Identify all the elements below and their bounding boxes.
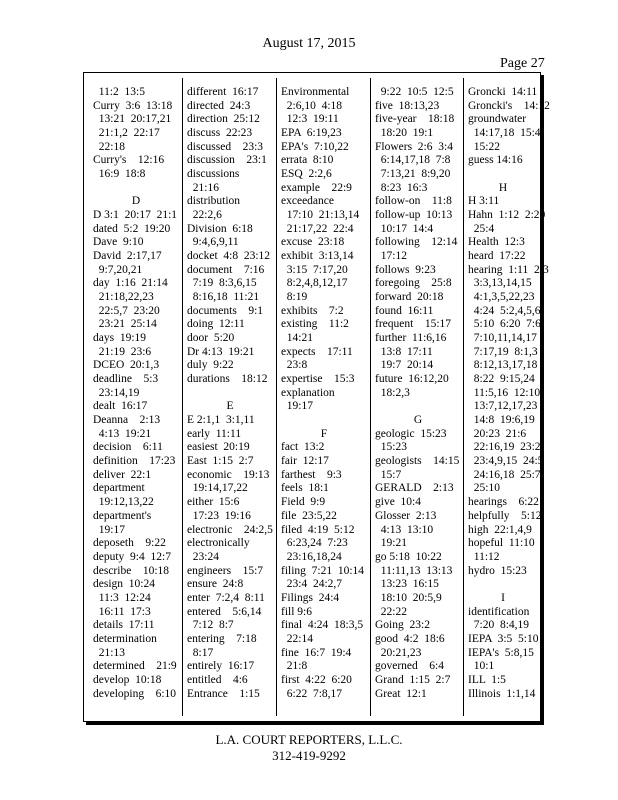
index-entry: hopeful 11:10 [468,537,535,550]
column-divider [276,78,277,716]
index-entry: 17:23 19:16 [187,509,251,522]
column-divider [370,78,371,716]
index-entry: 7:12 8:7 [187,619,234,632]
index-entry: explanation [281,386,335,399]
index-entry: give 10:4 [375,496,421,509]
index-entry: 21:8 [281,660,308,673]
index-entry: either 15:6 [187,496,240,509]
index-entry: 9:7,20,21 [93,263,143,276]
index-entry: 25:4 [468,222,495,235]
index-entry: 19:17 [93,523,125,536]
index-entry: Great 12:1 [375,687,427,700]
index-entry: first 4:22 6:20 [281,673,352,686]
index-entry: 9:4,6,9,11 [187,236,239,249]
index-entry: direction 25:12 [187,113,260,126]
section-letter: I [501,591,505,604]
index-entry: 13:21 20:17,21 [93,113,172,126]
index-entry: 19:21 [375,537,407,550]
index-entry: 8:17 [187,646,214,659]
spacer [468,578,538,592]
index-entry: 14:8 19:6,19 [468,414,535,427]
index-entry: 17:12 [375,250,407,263]
index-entry: 20:21,23 [375,646,422,659]
index-entry: days 19:19 [93,332,147,345]
index-entry: D 3:1 20:17 21:1 [93,209,178,222]
index-entry: EPA's 7:10,22 [281,140,349,153]
index-entry: docket 4:8 23:12 [187,250,271,263]
index-entry: dealt 16:17 [93,400,148,413]
index-entry: dated 5:2 19:20 [93,222,171,235]
index-entry: definition 17:23 [93,455,176,468]
index-entry: 21:18,22,23 [93,291,154,304]
index-entry: 4:13 19:21 [93,427,152,440]
index-entry: hearing 1:11 2:3 [468,263,549,276]
index-entry: 11:12 [468,550,500,563]
index-entry: found 16:11 [375,304,434,317]
index-entry: 7:13,21 8:9,20 [375,168,451,181]
index-entry: geologists 14:15 [375,455,460,468]
section-letter: E [226,400,234,413]
index-entry: 3:15 7:17,20 [281,263,348,276]
index-entry: deposeth 9:22 [93,537,166,550]
index-entry: GERALD 2:13 [375,482,454,495]
index-entry: entirely 16:17 [187,660,255,673]
index-entry: David 2:17,17 [93,250,162,263]
index-entry: economic 19:13 [187,468,270,481]
index-entry: 23:21 25:14 [93,318,157,331]
index-entry: 23:4 24:2,7 [281,578,343,591]
index-entry: 8:22 9:15,24 [468,373,535,386]
index-entry: Curry 3:6 13:18 [93,99,173,112]
index-entry: doing 12:11 [187,318,245,331]
index-entry: Curry's 12:16 [93,154,165,167]
index-entry: 11:5,16 12:10 [468,386,541,399]
index-entry: 23:16,18,24 [281,550,342,563]
index-entry: department [93,482,145,495]
index-entry: helpfully 5:12 [468,509,542,522]
index-entry: 10:17 14:4 [375,222,434,235]
index-entry: 16:11 17:3 [93,605,151,618]
index-entry: discussions [187,168,240,181]
index-entry: follow-up 10:13 [375,209,453,222]
index-column-2 [187,86,273,701]
index-entry: Groncki 14:11 [468,86,538,98]
index-entry: Filings 24:4 [281,591,340,604]
index-entry: 23:4,9,15 24:5 [468,455,544,468]
index-entry: day 1:16 21:14 [93,277,168,290]
index-entry: hearings 6:22 [468,496,539,509]
index-entry: further 11:6,16 [375,332,447,345]
index-entry: entitled 4:6 [187,673,248,686]
index-entry: ensure 24:8 [187,578,244,591]
index-entry: frequent 15:17 [375,318,452,331]
index-entry: hydro 15:23 [468,564,527,577]
index-entry: exhibits 7:2 [281,304,344,317]
index-entry: following 12:14 [375,236,458,249]
index-entry: five-year 18:18 [375,113,455,126]
index-entry: deadline 5:3 [93,373,159,386]
index-entry: electronic 24:2,5 [187,523,273,536]
index-entry: department's [93,509,152,522]
index-entry: high 22:1,4,9 [468,523,532,536]
index-entry: 5:10 6:20 7:6 [468,318,541,331]
index-entry: door 5:20 [187,332,235,345]
index-entry: 13:8 17:11 [375,345,433,358]
index-entry: governed 6:4 [375,660,444,673]
index-entry: 18:20 19:1 [375,127,434,140]
index-entry: determined 21:9 [93,660,177,673]
section-letter: D [131,195,141,208]
index-entry: foregoing 25:8 [375,277,452,290]
index-entry: discussed 23:3 [187,140,264,153]
index-entry: groundwater [468,113,527,126]
index-entry: 7:17,19 8:1,3 [468,345,538,358]
index-entry: 15:23 [375,441,407,454]
index-entry: final 4:24 18:3,5 [281,619,364,632]
index-entry: Environmental [281,86,350,98]
index-entry: 22:22 [375,605,407,618]
index-entry: details 17:11 [93,619,155,632]
spacer [93,182,179,196]
index-entry: developing 6:10 [93,687,177,700]
index-column-5 [468,86,550,701]
index-entry: ILL 1:5 [468,673,506,686]
index-entry: 3:3,13,14,15 [468,277,532,290]
index-entry: duly 9:22 [187,359,234,372]
index-entry: DCEO 20:1,3 [93,359,160,372]
index-entry: Deanna 2:13 [93,414,161,427]
index-entry: decision 6:11 [93,441,163,454]
spacer [468,168,538,182]
index-entry: Glosser 2:13 [375,509,437,522]
index-entry: forward 20:18 [375,291,444,304]
index-entry: 16:9 18:8 [93,168,146,181]
index-entry: Groncki's 14:12 [468,99,550,112]
index-entry: documents 9:1 [187,304,264,317]
spacer [281,414,367,428]
index-entry: 21:1,2 22:17 [93,127,160,140]
index-entry: E 2:1,1 3:1,11 [187,414,255,427]
index-entry: 13:7,12,17,23 [468,400,538,413]
index-entry: 21:17,22 22:4 [281,222,354,235]
index-entry: 23:24 [187,550,219,563]
index-entry: 4:24 5:2,4,5,6 [468,304,541,317]
column-divider [182,78,183,716]
index-entry: 22:18 [93,140,125,153]
page-number: Page 27 [500,56,545,71]
index-entry: geologic 15:23 [375,427,447,440]
index-entry: deputy 9:4 12:7 [93,550,171,563]
index-entry: excuse 23:18 [281,236,345,249]
index-entry: 11:2 13:5 [93,86,145,98]
spacer [187,387,273,401]
index-entry: 19:17 [281,400,313,413]
index-entry: 8:16,18 11:21 [187,291,260,304]
index-entry: discuss 22:23 [187,127,253,140]
index-entry: follows 9:23 [375,263,436,276]
index-entry: exceedance [281,195,334,208]
index-entry: design 10:24 [93,578,155,591]
index-entry: 6:23,24 7:23 [281,537,348,550]
index-entry: 13:23 16:15 [375,578,439,591]
index-entry: 25:10 [468,482,500,495]
index-entry: directed 24:3 [187,99,251,112]
index-entry: Dave 9:10 [93,236,144,249]
index-entry: 8:19 [281,291,308,304]
index-entry: Flowers 2:6 3:4 [375,140,453,153]
index-entry: 17:10 21:13,14 [281,209,360,222]
index-entry: future 16:12,20 [375,373,449,386]
section-letter: H [498,181,508,194]
index-entry: 19:7 20:14 [375,359,434,372]
index-entry: 7:19 8:3,6,15 [187,277,257,290]
index-entry: EPA 6:19,23 [281,127,342,140]
index-entry: expects 17:11 [281,345,353,358]
section-letter: G [413,414,423,427]
footer [0,732,618,764]
index-entry: enter 7:2,4 8:11 [187,591,265,604]
index-entry: Hahn 1:12 2:20 [468,209,546,222]
index-entry: heard 17:22 [468,250,526,263]
index-entry: 11:11,13 13:13 [375,564,453,577]
section-letter: F [320,427,328,440]
index-entry: Field 9:9 [281,496,326,509]
index-entry: IEPA 3:5 5:10 [468,632,539,645]
index-entry: fair 12:17 [281,455,329,468]
index-column-4 [375,86,461,701]
index-entry: 23:14,19 [93,386,140,399]
index-entry: 9:22 10:5 12:5 [375,86,454,98]
index-entry: 8:23 16:3 [375,181,428,194]
index-entry: Grand 1:15 2:7 [375,673,451,686]
index-entry: deliver 22:1 [93,468,152,481]
index-entry: fine 16:7 19:4 [281,646,352,659]
index-entry: East 1:15 2:7 [187,455,254,468]
index-entry: 6:14,17,18 7:8 [375,154,451,167]
reporter-name: L.A. COURT REPORTERS, L.L.C. [215,732,403,747]
index-entry: feels 18:1 [281,482,329,495]
index-entry: file 23:5,22 [281,509,337,522]
index-entry: engineers 15:7 [187,564,264,577]
index-entry: 20:23 21:6 [468,427,527,440]
index-entry: electronically [187,537,250,550]
index-entry: expertise 15:3 [281,373,355,386]
index-entry: 22:2,6 [187,209,222,222]
index-entry: 8:2,4,8,12,17 [281,277,348,290]
index-entry: exhibit 3:13,14 [281,250,354,263]
reporter-phone: 312-419-9292 [272,748,346,763]
index-entry: entering 7:18 [187,632,257,645]
index-entry: 18:2,3 [375,386,410,399]
index-entry: durations 18:12 [187,373,268,386]
index-entry: 22:5,7 23:20 [93,304,160,317]
index-entry: guess 14:16 [468,154,523,167]
index-entry: determination [93,632,157,645]
index-entry: filing 7:21 10:14 [281,564,365,577]
index-entry: IEPA's 5:8,15 [468,646,534,659]
index-entry: 14:21 [281,332,313,345]
index-entry: errata 8:10 [281,154,334,167]
index-entry: 22:16,19 23:2 [468,441,541,454]
index-entry: 12:3 19:11 [281,113,339,126]
index-entry: good 4:2 18:6 [375,632,445,645]
index-entry: Division 6:18 [187,222,253,235]
index-entry: develop 10:18 [93,673,162,686]
index-entry: farthest 9:3 [281,468,342,481]
index-entry: Health 12:3 [468,236,525,249]
index-entry: 21:16 [187,181,219,194]
index-entry: follow-on 11:8 [375,195,452,208]
index-entry: fact 13:2 [281,441,325,454]
index-entry: 19:14,17,22 [187,482,248,495]
index-entry: existing 11:2 [281,318,349,331]
index-entry: 8:12,13,17,18 [468,359,538,372]
index-entry: 21:19 23:6 [93,345,152,358]
index-entry: document 7:16 [187,263,265,276]
index-entry: 18:10 20:5,9 [375,591,442,604]
column-divider [463,78,464,716]
index-entry: Entrance 1:15 [187,687,260,700]
index-entry: 21:13 [93,646,125,659]
index-entry: go 5:18 10:22 [375,550,442,563]
spacer [375,400,461,414]
index-entry: 4:1,3,5,22,23 [468,291,535,304]
index-entry: discussion 23:1 [187,154,267,167]
index-entry: 2:6,10 4:18 [281,99,343,112]
index-entry: early 11:11 [187,427,242,440]
index-entry: 11:3 12:24 [93,591,151,604]
index-entry: describe 10:18 [93,564,170,577]
index-entry: 10:1 [468,660,495,673]
index-entry: ESQ 2:2,6 [281,168,332,181]
index-entry: example 22:9 [281,181,352,194]
index-entry: distribution [187,195,241,208]
index-entry: identification [468,605,530,618]
index-column-1 [93,86,179,701]
index-entry: 7:20 8:4,19 [468,619,530,632]
index-entry: 4:13 13:10 [375,523,434,536]
index-entry: Dr 4:13 19:21 [187,345,255,358]
index-entry: 22:14 [281,632,313,645]
index-entry: 24:16,18 25:7 [468,468,541,481]
index-entry: easiest 20:19 [187,441,250,454]
index-entry: five 18:13,23 [375,99,440,112]
index-column-3 [281,86,367,701]
index-entry: 14:17,18 15:4 [468,127,541,140]
index-entry: different 16:17 [187,86,259,98]
index-entry: 23:8 [281,359,308,372]
index-entry: 15:22 [468,140,500,153]
document-date: August 17, 2015 [262,36,356,51]
index-entry: Illinois 1:1,14 [468,687,536,700]
index-entry: 7:10,11,14,17 [468,332,537,345]
index-entry: filed 4:19 5:12 [281,523,355,536]
index-entry: 19:12,13,22 [93,496,154,509]
index-entry: fill 9:6 [281,605,312,618]
index-entry: H 3:11 [468,195,500,208]
index-entry: entered 5:6,14 [187,605,262,618]
index-entry: 15:7 [375,468,402,481]
index-entry: Going 23:2 [375,619,430,632]
index-entry: 6:22 7:8,17 [281,687,343,700]
